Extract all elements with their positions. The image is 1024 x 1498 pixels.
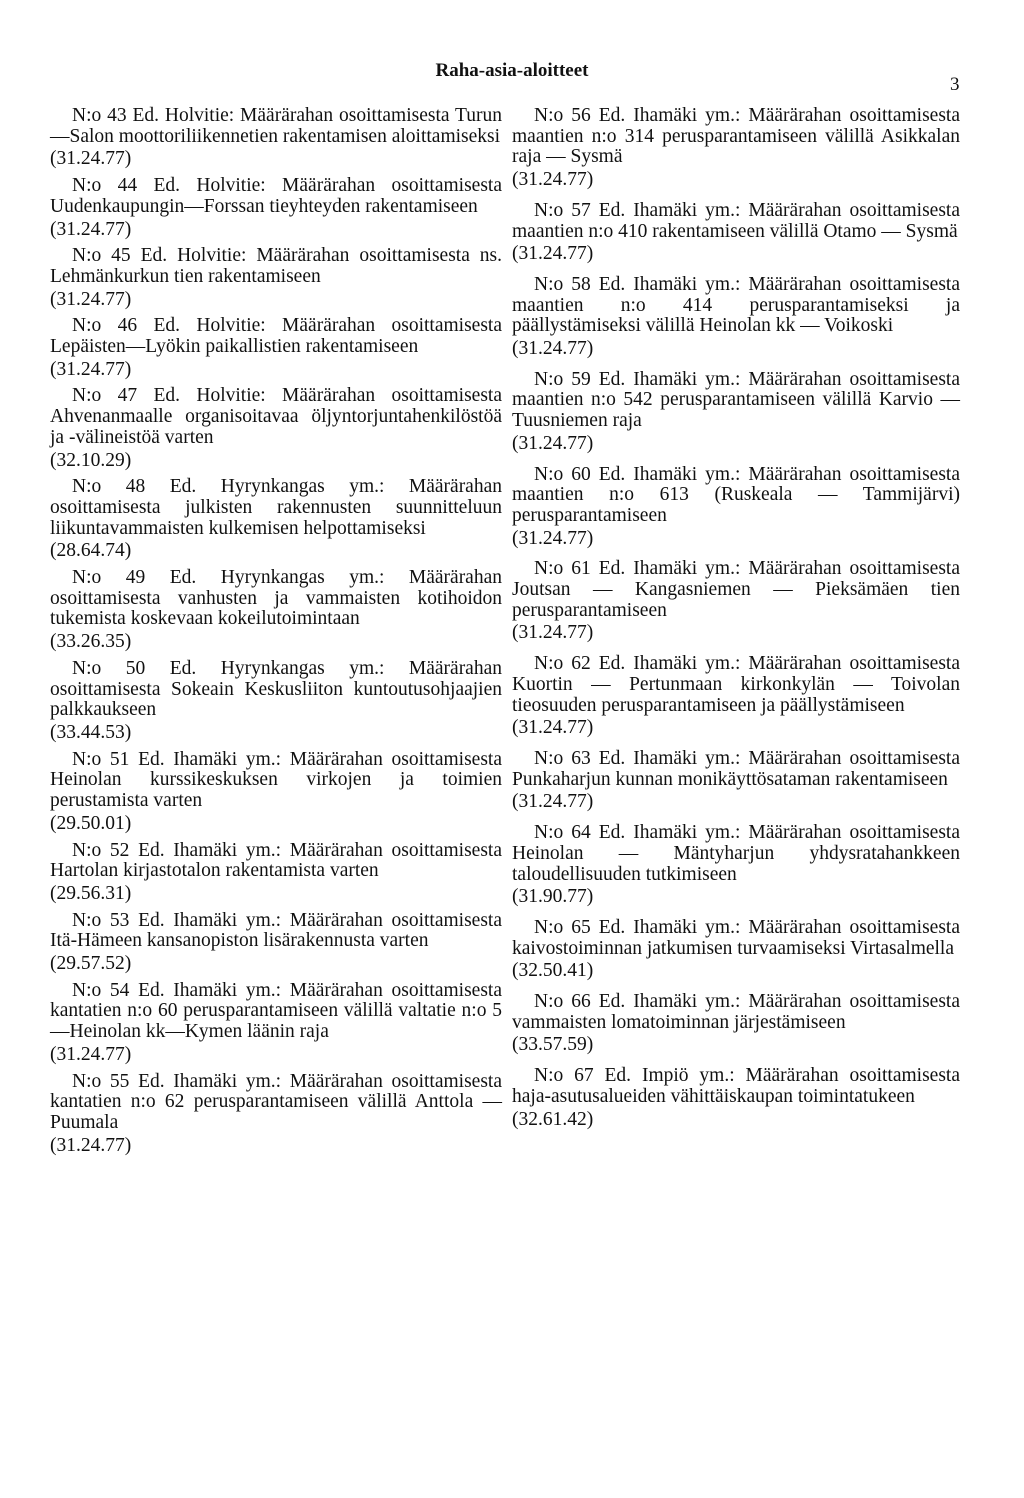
budget-code: (29.57.52) <box>50 953 132 975</box>
motion-entry <box>50 981 502 1066</box>
budget-code: (31.24.77) <box>512 338 594 360</box>
motion-text: N:o 58 Ed. Ihamäki ym.: Määrärahan osoittamisesta maantien n:o 414 perusparantamiseksi ja päällystämiseksi välillä Heinolan kk — Voikoski <box>512 273 960 337</box>
motion-text: N:o 46 Ed. Holvitie: Määrärahan osoittamisesta Lepäisten—Lyökin paikallistien rakentamiseen <box>50 315 502 358</box>
budget-code: (31.24.77) <box>512 791 594 813</box>
motion-text: N:o 61 Ed. Ihamäki ym.: Määrärahan osoittamisesta Joutsan — Kangasniemen — Pieksämäen tien perusparantamiseen <box>512 558 960 621</box>
motion-text: N:o 67 Ed. Impiö ym.: Määrärahan osoittamisesta haja-asutusalueiden vähittäiskaupan toimintatukeen <box>512 1065 960 1107</box>
budget-code: (31.24.77) <box>50 218 132 240</box>
motion-text: N:o 47 Ed. Holvitie: Määrärahan osoittamisesta Ahvenanmaalle organisoitavaa öljyntorjuntahenkilöstöä ja -välineistöä varten <box>50 385 502 448</box>
budget-code: (31.24.77) <box>512 717 594 739</box>
budget-code: (31.90.77) <box>512 886 594 908</box>
motion-entry <box>50 386 502 471</box>
motion-entry <box>512 465 960 550</box>
budget-code: (31.24.77) <box>50 148 132 170</box>
left-column <box>50 106 502 1162</box>
motion-text: N:o 54 Ed. Ihamäki ym.: Määrärahan osoittamisesta kantatien n:o 60 perusparantamiseen välillä valtatie n:o 5—Heinolan kk—Kymen läänin raja <box>50 979 502 1043</box>
motion-text: N:o 64 Ed. Ihamäki ym.: Määrärahan osoittamisesta Heinolan — Mäntyharjun yhdysratahankkeen taloudellisuuden tutkimiseen <box>512 822 960 885</box>
page-header-title: Raha-asia-aloitteet <box>435 60 589 81</box>
motion-text: N:o 63 Ed. Ihamäki ym.: Määrärahan osoittamisesta Punkaharjun kunnan monikäyttösataman rakentamiseen <box>512 747 960 790</box>
motion-entry <box>512 275 960 360</box>
budget-code: (32.50.41) <box>512 960 594 982</box>
page-number: 3 <box>950 74 960 95</box>
motion-text: N:o 49 Ed. Hyrynkangas ym.: Määrärahan osoittamisesta vanhusten ja vammaisten kotihoidon tukemista koskevaan kokeilutoimintaan <box>50 567 502 630</box>
motion-entry <box>512 559 960 644</box>
motion-entry <box>50 911 502 975</box>
budget-code: (33.44.53) <box>50 721 132 743</box>
motion-entry <box>50 176 502 240</box>
motion-text: N:o 53 Ed. Ihamäki ym.: Määrärahan osoittamisesta Itä-Hämeen kansanopiston lisärakennusta varten <box>50 909 502 952</box>
motion-text: N:o 65 Ed. Ihamäki ym.: Määrärahan osoittamisesta kaivostoiminnan jatkumisen turvaamiseksi Virtasalmella <box>512 916 960 959</box>
motion-text: N:o 57 Ed. Ihamäki ym.: Määrärahan osoittamisesta maantien n:o 410 rakentamiseen välillä Otamo — Sysmä <box>512 199 960 242</box>
motion-text: N:o 66 Ed. Ihamäki ym.: Määrärahan osoittamisesta vammaisten lomatoiminnan järjestämiseen <box>512 991 960 1033</box>
motion-entry <box>512 201 960 265</box>
motion-text: N:o 52 Ed. Ihamäki ym.: Määrärahan osoittamisesta Hartolan kirjastotalon rakentamista varten <box>50 839 502 882</box>
motion-text: N:o 43 Ed. Holvitie: Määrärahan osoittamisesta Turun—Salon moottoriliikennetien rakentamisen aloittamiseksi <box>50 105 502 147</box>
budget-code: (29.50.01) <box>50 812 132 834</box>
budget-code: (31.24.77) <box>50 1043 132 1065</box>
motion-entry <box>512 823 960 908</box>
motion-entry <box>512 654 960 739</box>
motion-text: N:o 60 Ed. Ihamäki ym.: Määrärahan osoittamisesta maantien n:o 613 (Ruskeala — Tammijärvi) perusparantamiseen <box>512 463 960 526</box>
motion-text: N:o 62 Ed. Ihamäki ym.: Määrärahan osoittamisesta Kuortin — Pertunmaan kirkonkylän — Toivolan tieosuuden perusparantamiseen ja päällystämiseen <box>512 653 960 716</box>
budget-code: (31.24.77) <box>50 1134 132 1156</box>
right-column <box>512 106 960 1140</box>
motion-entry <box>512 1066 960 1130</box>
motion-text: N:o 51 Ed. Ihamäki ym.: Määrärahan osoittamisesta Heinolan kurssikeskuksen virkojen ja toimien perustamista varten <box>50 748 502 812</box>
motion-entry <box>512 106 960 191</box>
motion-entry <box>50 246 502 310</box>
budget-code: (31.24.77) <box>512 622 594 644</box>
motion-entry <box>512 370 960 455</box>
budget-code: (32.10.29) <box>50 449 132 471</box>
budget-code: (31.24.77) <box>50 358 132 380</box>
motion-entry <box>50 750 502 835</box>
motion-entry <box>512 918 960 982</box>
motion-entry <box>50 316 502 380</box>
budget-code: (31.24.77) <box>50 288 132 310</box>
budget-code: (33.26.35) <box>50 631 132 653</box>
motion-entry <box>50 1072 502 1157</box>
budget-code: (31.24.77) <box>512 432 594 454</box>
motion-text: N:o 45 Ed. Holvitie: Määrärahan osoittamisesta ns. Lehmänkurkun tien rakentamiseen <box>50 245 502 287</box>
budget-code: (31.24.77) <box>512 243 594 265</box>
motion-entry <box>50 568 502 653</box>
budget-code: (31.24.77) <box>512 169 594 191</box>
budget-code: (31.24.77) <box>512 527 594 549</box>
motion-text: N:o 44 Ed. Holvitie: Määrärahan osoittamisesta Uudenkaupungin—Forssan tieyhteyden rakentamiseen <box>50 175 502 217</box>
motion-entry <box>50 659 502 744</box>
motion-text: N:o 56 Ed. Ihamäki ym.: Määrärahan osoittamisesta maantien n:o 314 perusparantamiseen välillä Asikkalan raja — Sysmä <box>512 105 960 168</box>
budget-code: (29.56.31) <box>50 882 132 904</box>
motion-entry <box>50 106 502 170</box>
motion-entry <box>50 477 502 562</box>
motion-entry <box>50 841 502 905</box>
motion-text: N:o 50 Ed. Hyrynkangas ym.: Määrärahan osoittamisesta Sokeain Keskusliiton kuntoutusohjaajien palkkaukseen <box>50 657 502 721</box>
budget-code: (33.57.59) <box>512 1034 594 1056</box>
motion-entry <box>512 992 960 1056</box>
motion-text: N:o 48 Ed. Hyrynkangas ym.: Määrärahan osoittamisesta julkisten rakennusten suunnitteluun liikuntavammaisten kulkemisen helpottamiseksi <box>50 476 502 539</box>
motion-text: N:o 55 Ed. Ihamäki ym.: Määrärahan osoittamisesta kantatien n:o 62 perusparantamiseen välillä Anttola — Puumala <box>50 1070 502 1133</box>
motion-entry <box>512 749 960 813</box>
budget-code: (32.61.42) <box>512 1108 594 1130</box>
motion-text: N:o 59 Ed. Ihamäki ym.: Määrärahan osoittamisesta maantien n:o 542 perusparantamiseen välillä Karvio — Tuusniemen raja <box>512 368 960 432</box>
budget-code: (28.64.74) <box>50 540 132 562</box>
